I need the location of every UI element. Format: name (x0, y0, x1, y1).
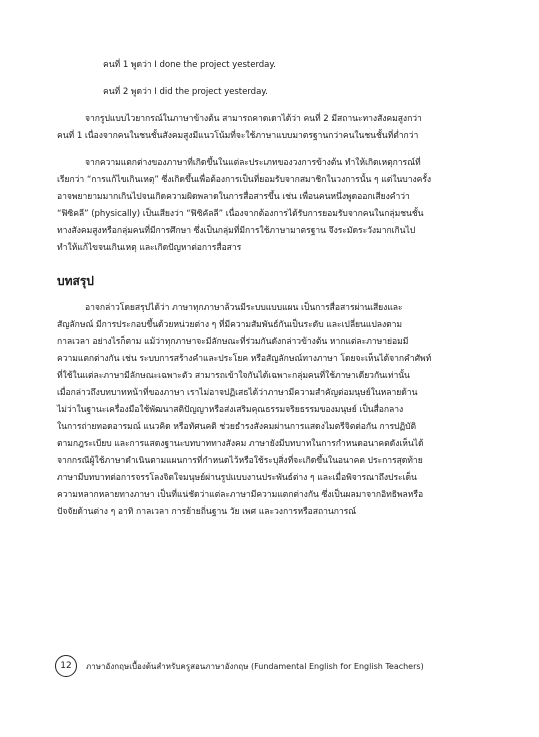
para3-line: ในการถ่ายทอดอารมณ์ แนวคิด หรือทัศนคติ ช่วยธำรงสังคมผ่านการแสดงไมตรีจิตต่อกัน การปฏิบัติ (57, 422, 417, 432)
para2-line: ทางสังคมสูงหรือกลุ่มคนที่มีการศึกษา ซึ่งเป็นกลุ่มที่มีการใช้ภาษามาตรฐาน จึงระมัดระวังมากเกินไป (57, 226, 416, 236)
para3-line: จากกรณีผู้ใช้ภาษาดำเนินตามแผนการที่กำหนดไว้หรือใช้ระบุสิ่งที่จะเกิดขึ้นในอนาคต ประการสุดท้าย (57, 456, 423, 466)
footer-book-title: ภาษาอังกฤษเบื้องต้นสำหรับครูสอนภาษาอังกฤษ (Fundamental English for English Teachers) (86, 662, 424, 671)
para2-line: จากความแตกต่างของภาษาที่เกิดขึ้นในแต่ละประเภทของวงการข้างต้น ทำให้เกิดเหตุการณ์ที่ (85, 158, 421, 168)
example-line-1: คนที่ 1 พูดว่า I done the project yesterday. (103, 60, 276, 70)
page-number-badge (55, 655, 77, 677)
para3-line: อาจกล่าวโดยสรุปได้ว่า ภาษาทุกภาษาล้วนมีระบบแบบแผน เป็นการสื่อสารผ่านเสียงและ (85, 303, 403, 313)
para3-line: ตามกฎระเบียบ และการแสดงฐานะบทบาททางสังคม ภาษายังมีบทบาทในการกำหนดอนาคตดังเห็นได้ (57, 439, 424, 449)
page-number: 12 (60, 661, 72, 671)
para3-line: เมื่อกล่าวถึงบทบาทหน้าที่ของภาษา เราไม่อาจปฏิเสธได้ว่าภาษามีความสำคัญต่อมนุษย์ในหลายด้าน (57, 388, 418, 398)
para2-line: ทำให้แก้ไขจนเกินเหตุ และเกิดปัญหาต่อการสื่อสาร (57, 243, 242, 253)
para1-line: จากรูปแบบไวยากรณ์ในภาษาข้างต้น สามารถคาดเดาได้ว่า คนที่ 2 มีสถานะทางสังคมสูงกว่า (85, 114, 422, 124)
para2-line: เรียกว่า “การแก้ไขเกินเหตุ” ซึ่งเกิดขึ้นเพื่อต้องการเป็นที่ยอมรับจากสมาชิกในวงการนั้น ๆ แต่ในบางครั้ง (57, 175, 432, 185)
para3-line: สัญลักษณ์ มีการประกอบขึ้นด้วยหน่วยต่าง ๆ ที่มีความสัมพันธ์กันเป็นระดับ และเปลี่ยนแปลงตาม (57, 320, 403, 330)
para3-line: ปัจจัยด้านต่าง ๆ อาทิ กาลเวลา การย้ายถิ่นฐาน วัย เพศ และวงการหรือสถานการณ์ (57, 507, 357, 517)
para3-line: ความแตกต่างกัน เช่น ระบบการสร้างคำและประโยค หรือสัญลักษณ์ทางภาษา โดยจะเห็นได้จากคำศัพท์ (57, 354, 432, 364)
section-heading: บทสรุป (57, 274, 94, 288)
para3-line: กาลเวลา อย่างไรก็ตาม แม้ว่าทุกภาษาจะมีลักษณะที่ร่วมกันดังกล่าวข้างต้น หากแต่ละภาษาย่อมมี (57, 337, 409, 347)
para2-line: “ฟิซิคลี” (physically) เป็นเสียงว่า “ฟิซิคัลลี” เนื่องจากต้องการได้รับการยอมรับจากคนในกลุ่มชนชั้น (57, 209, 424, 219)
para3-line: ภาษามีบทบาทต่อการจรรโลงจิตใจมนุษย์ผ่านรูปแบบงานประพันธ์ต่าง ๆ และเมื่อพิจารณาถึงประเด็น (57, 473, 417, 483)
para3-line: ความหลากหลายทางภาษา เป็นที่แน่ชัดว่าแต่ละภาษามีความแตกต่างกัน ซึ่งเป็นผลมาจากอิทธิพลหรือ (57, 490, 424, 500)
para3-line: ไม่ว่าในฐานะเครื่องมือใช้พัฒนาสติปัญญาหรือส่งเสริมคุณธรรมจริยธรรมของมนุษย์ เป็นสื่อกลาง (57, 405, 404, 415)
para2-line: อาจพยายามมากเกินไปจนเกิดความผิดพลาดในการสื่อสารขึ้น เช่น เพื่อนคนหนึ่งพูดออกเสียงคำว่า (57, 192, 410, 202)
para1-line: คนที่ 1 เนื่องจากคนในชนชั้นสังคมสูงมีแนวโน้มที่จะใช้ภาษาแบบมาตรฐานกว่าคนในชนชั้นที่ต่ำกว่า (57, 131, 419, 141)
example-line-2: คนที่ 2 พูดว่า I did the project yesterday. (103, 87, 268, 97)
para3-line: ที่ใช้ในแต่ละภาษามีลักษณะเฉพาะตัว สามารถเข้าใจกันได้เฉพาะกลุ่มคนที่ใช้ภาษาเดียวกันเท่านั้น (57, 371, 410, 381)
